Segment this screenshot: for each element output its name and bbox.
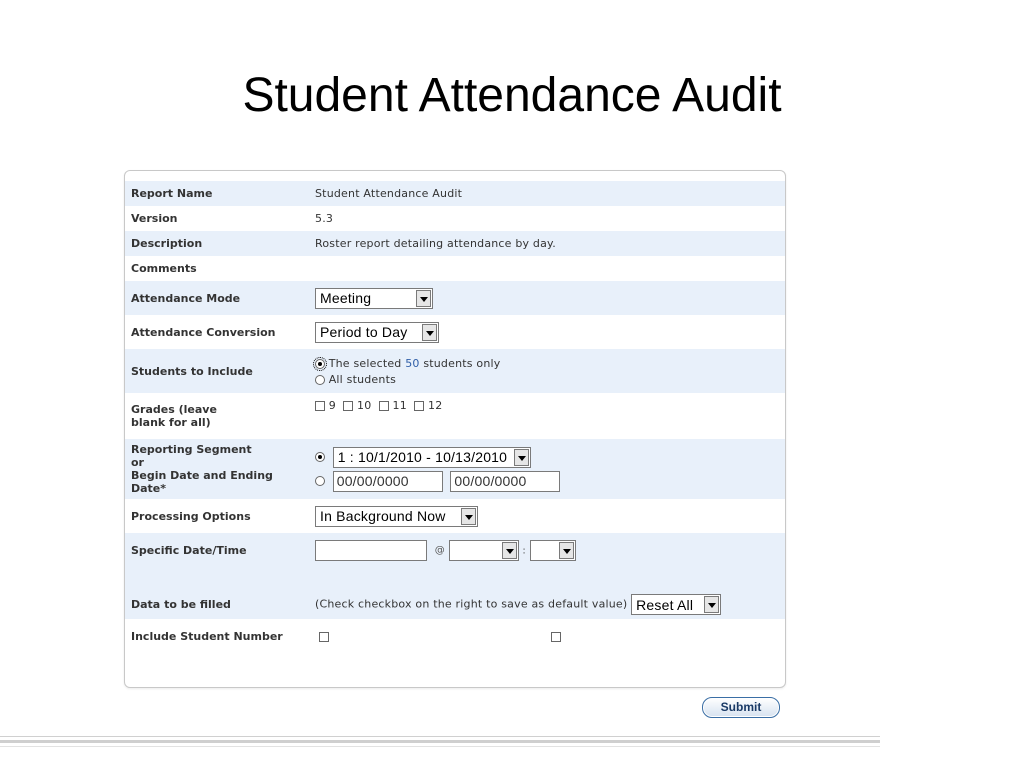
version-label: Version [131,212,178,225]
reset-all-select[interactable] [631,594,721,615]
row-include-student-number [125,619,785,653]
reporting-segment-label-line2: or [131,456,144,469]
grade-9-label: 9 [328,399,336,412]
grade-10-checkbox[interactable] [343,401,353,411]
row-attendance-conversion [125,315,785,349]
reporting-segment-select[interactable] [333,447,531,468]
row-reporting-segment [125,439,785,499]
chevron-down-icon[interactable] [559,542,574,559]
reporting-segment-selected: 1 : 10/1/2010 - 10/13/2010 [337,449,508,465]
attendance-mode-select[interactable] [315,288,433,309]
comments-label: Comments [131,262,197,275]
row-report-name [125,181,785,206]
footer-divider-thick [0,740,880,743]
report-name-value: Student Attendance Audit [309,181,785,206]
grades-label-line2: blank for all) [131,416,211,429]
comments-value [309,256,785,281]
row-specific-datetime [125,533,785,567]
processing-options-selected: In Background Now [320,508,446,524]
row-grades [125,393,785,439]
row-data-to-be-filled [125,567,785,619]
all-students-label: All students [328,372,397,386]
chevron-down-icon[interactable] [461,508,476,525]
version-value: 5.3 [315,212,334,225]
row-comments [125,256,785,281]
report-form-panel [124,170,786,688]
students-selected-prefix: The selected [328,356,402,370]
footer-divider-light [0,746,880,747]
specific-date-input[interactable] [315,540,427,561]
grades-label-line1: Grades (leave [131,403,217,416]
students-to-include-label: Students to Include [125,349,309,393]
data-to-be-filled-label: Data to be filled [125,567,309,619]
row-attendance-mode [125,281,785,315]
description-label: Description [125,231,309,256]
chevron-down-icon[interactable] [514,449,529,466]
processing-options-select[interactable] [315,506,478,527]
date-range-radio[interactable] [315,476,325,486]
row-description [125,231,785,256]
row-students-to-include [125,349,785,393]
attendance-mode-label: Attendance Mode [125,281,309,315]
submit-button[interactable]: Submit [702,697,780,718]
at-symbol: @ [434,545,445,556]
grade-11-label: 11 [392,399,407,412]
students-selected-radio[interactable] [315,359,325,369]
grade-10-label: 10 [357,399,372,412]
reporting-segment-label [125,439,309,499]
attendance-conversion-select[interactable] [315,322,439,343]
grade-9-checkbox[interactable] [315,401,325,411]
end-date-input[interactable]: 00/00/0000 [450,471,560,492]
students-selected-suffix: students only [423,356,501,370]
row-processing-options [125,499,785,533]
time-colon: : [522,545,526,556]
row-version [125,206,785,231]
slide-title: Student Attendance Audit [242,69,782,122]
chevron-down-icon[interactable] [422,324,437,341]
attendance-conversion-label: Attendance Conversion [131,325,276,339]
grade-11-checkbox[interactable] [379,401,389,411]
students-selected-count: 50 [405,356,420,370]
include-student-number-default-checkbox[interactable] [551,632,561,642]
processing-options-label: Processing Options [131,509,251,523]
include-student-number-checkbox[interactable] [319,632,329,642]
description-value: Roster report detailing attendance by day. [309,231,785,256]
chevron-down-icon[interactable] [502,542,517,559]
minute-select[interactable] [530,540,576,561]
report-name-label: Report Name [125,181,309,206]
grades-label [125,393,309,439]
reporting-segment-label-line1: Reporting Segment [131,443,252,456]
all-students-radio[interactable] [315,375,325,385]
footer-divider [0,736,880,737]
reporting-segment-label-line3: Begin Date and Ending Date* [131,469,273,495]
chevron-down-icon[interactable] [704,596,719,613]
chevron-down-icon[interactable] [416,290,431,307]
attendance-mode-selected: Meeting [320,290,372,306]
attendance-conversion-selected: Period to Day [320,324,408,340]
data-to-be-filled-hint: (Check checkbox on the right to save as default value) [315,597,628,611]
begin-date-input[interactable]: 00/00/0000 [333,471,443,492]
reporting-segment-radio[interactable] [315,452,325,462]
include-student-number-label: Include Student Number [131,629,283,643]
reset-all-selected: Reset All [636,596,694,613]
grade-12-label: 12 [428,399,443,412]
report-form-table [125,181,785,653]
grade-12-checkbox[interactable] [414,401,424,411]
specific-datetime-label: Specific Date/Time [125,533,309,567]
hour-select[interactable] [449,540,519,561]
